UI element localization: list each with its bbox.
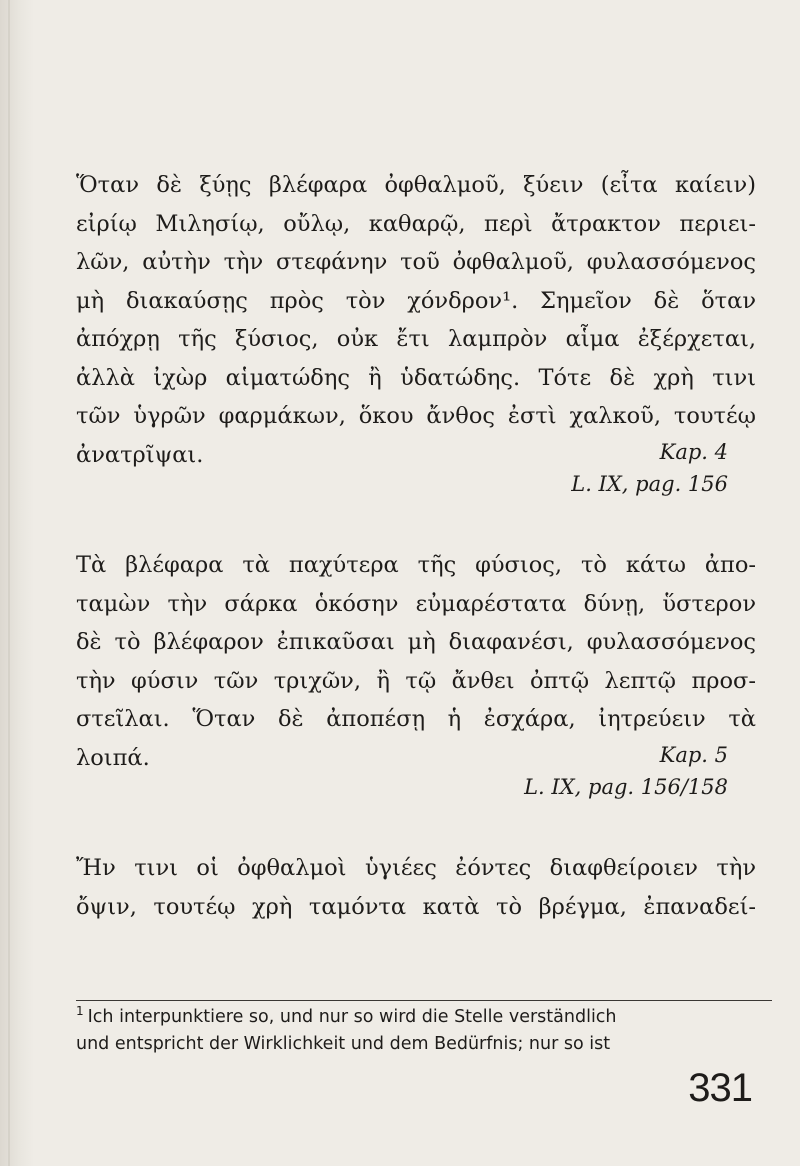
text-line: Τὰ βλέφαρα τὰ παχύτερα τῆς φύσιος, τὸ κάτω ἀπο- — [76, 552, 756, 578]
section-chapter-4 — [76, 166, 756, 500]
page-number: 331 — [688, 1066, 752, 1110]
footnote-rule — [76, 1000, 772, 1001]
greek-paragraph — [76, 166, 756, 474]
footnote-line: und entspricht der Wirklichkeit und dem Bedürfnis; nur so ist — [76, 1034, 611, 1054]
text-line: λῶν, αὐτὴν τὴν στεφάνην τοῦ ὀφθαλμοῦ, φυλασσόμενος — [76, 249, 756, 275]
greek-paragraph — [76, 849, 756, 926]
text-line: λοιπά. — [76, 744, 150, 771]
section-chapter-5 — [76, 546, 756, 803]
footnote-text: Ich interpunktiere so, und nur so wird die Stelle verständlich — [87, 1007, 617, 1027]
footnote-line — [76, 1004, 772, 1031]
chapter-reference: Kap. 4 — [659, 440, 728, 464]
chapter-reference: Kap. 5 — [659, 743, 728, 767]
text-line: τῶν ὑγρῶν φαρμάκων, ὅκου ἄνθος ἐστὶ χαλκοῦ, τουτέῳ — [76, 403, 756, 429]
text-line: ἀνατρῖψαι. — [76, 441, 204, 468]
text-line: εἰρίῳ Μιλησίῳ, οὔλῳ, καθαρῷ, περὶ ἄτρακτον περιει- — [76, 210, 756, 237]
text-line: στεῖλαι. Ὅταν δὲ ἀποπέσῃ ἡ ἐσχάρα, ἰητρεύειν τὰ — [76, 706, 756, 732]
text-line: τὴν φύσιν τῶν τριχῶν, ἢ τῷ ἄνθει ὀπτῷ λεπτῷ προσ- — [76, 667, 756, 694]
text-line: Ὅταν δὲ ξύῃς βλέφαρα ὀφθαλμοῦ, ξύειν (εἶτα καίειν) — [76, 172, 756, 198]
footnote-marker: 1 — [76, 1004, 84, 1019]
footnote — [76, 1004, 772, 1058]
section-next — [76, 849, 756, 926]
text-line: ὄψιν, τουτέῳ χρὴ ταμόντα κατὰ τὸ βρέγμα, ἐπαναδεί- — [76, 893, 756, 920]
source-reference — [76, 739, 756, 803]
text-line: ἀλλὰ ἰχὼρ αἱματώδης ἢ ὑδατώδης. Τότε δὲ χρὴ τινι — [76, 364, 756, 391]
page-body — [76, 166, 756, 958]
page-gutter-shadow — [0, 0, 34, 1166]
text-line: μὴ διακαύσῃς πρὸς τὸν χόνδρον¹. Σημεῖον δὲ ὅταν — [76, 287, 756, 314]
text-line: ἀπόχρῃ τῆς ξύσιος, οὐκ ἔτι λαμπρὸν αἷμα ἐξέρχεται, — [76, 326, 756, 352]
page-reference: L. IX, pag. 156/158 — [524, 775, 728, 799]
binding-edge — [8, 0, 10, 1166]
text-line: ταμὼν τὴν σάρκα ὁκόσην εὐμαρέστατα δύνῃ, ὕστερον — [76, 590, 756, 617]
page-reference: L. IX, pag. 156 — [571, 472, 728, 496]
text-line: δὲ τὸ βλέφαρον ἐπικαῦσαι μὴ διαφανέσι, φυλασσόμενος — [76, 629, 756, 655]
text-line: Ἤν τινι οἱ ὀφθαλμοὶ ὑγιέες ἐόντες διαφθείροιεν τὴν — [76, 855, 756, 881]
